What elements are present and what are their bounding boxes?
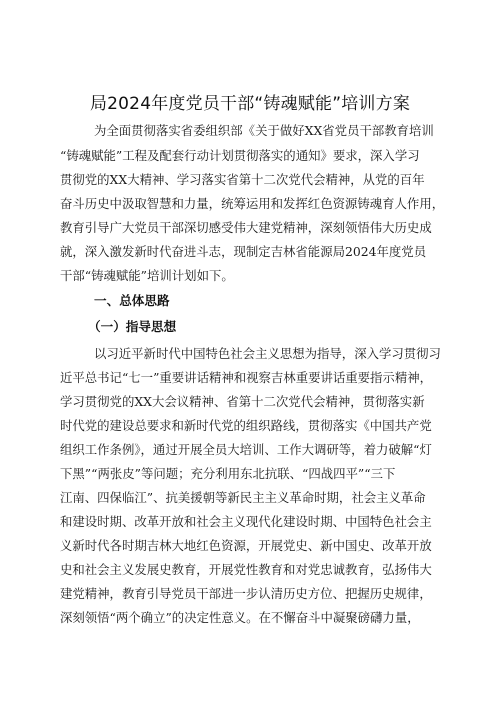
intro-line: 奋斗历史中汲取智慧和力量，统筹运用和发挥红色资源铸魂育人作用， <box>60 196 445 211</box>
body-line: 近平总书记“七一”重要讲话精神和视察吉林重要讲话重要指示精神， <box>60 370 432 385</box>
intro-line: “铸魂赋能”工程及配套行动计划贯彻落实的通知》要求，深入学习 <box>60 148 420 163</box>
body-line: 和建设时期、改革开放和社会主义现代化建设时期、中国特色社会主 <box>60 514 432 529</box>
body-line: 组织工作条例》，通过开展全员大培训、工作大调研等，着力破解“灯 <box>60 442 432 457</box>
body-line: 江南、四保临江”、抗美援朝等新民主主义革命时期，社会主义革命 <box>60 490 426 505</box>
body-line: 以习近平新时代中国特色社会主义思想为指导，深入学习贯彻习 <box>94 346 441 361</box>
section-heading: 一、总体思路 <box>94 293 170 308</box>
body-line: 时代党的建设总要求和新时代党的组织路线，贯彻落实《中国共产党 <box>60 418 432 433</box>
subsection-heading: （一）指导思想 <box>88 319 177 334</box>
body-line: 史和社会主义发展史教育，开展党性教育和对党忠诚教育，弘扬伟大 <box>60 562 432 577</box>
intro-line: 干部“铸魂赋能”培训计划如下。 <box>60 268 234 283</box>
intro-line: 教育引导广大党员干部深切感受伟大建党精神，深刻领悟伟大历史成 <box>60 220 432 235</box>
intro-line: 就，深入激发新时代奋进斗志，现制定吉林省能源局2024年度党员 <box>60 244 427 259</box>
body-line: 义新时代各时期吉林大地红色资源，开展党史、新中国史、改革开放 <box>60 538 432 553</box>
document-title: 局2024年度党员干部“铸魂赋能”培训方案 <box>89 94 411 114</box>
body-line: 下黑”“两张皮”等问题；充分利用东北抗联、“四战四平”“三下 <box>60 466 396 481</box>
body-line: 建党精神，教育引导党员干部进一步认清历史方位、把握历史规律， <box>60 586 432 601</box>
intro-line: 为全面贯彻落实省委组织部《关于做好XX省党员干部教育培训 <box>94 123 434 138</box>
intro-line: 贯彻党的XX大精神、学习落实省第十二次党代会精神，从党的百年 <box>60 172 425 187</box>
body-line: 深刻领悟“两个确立”的决定性意义。在不懈奋斗中凝聚磅礴力量， <box>60 610 420 625</box>
body-line: 学习贯彻党的XX大会议精神、省第十二次党代会精神，贯彻落实新 <box>60 394 425 409</box>
